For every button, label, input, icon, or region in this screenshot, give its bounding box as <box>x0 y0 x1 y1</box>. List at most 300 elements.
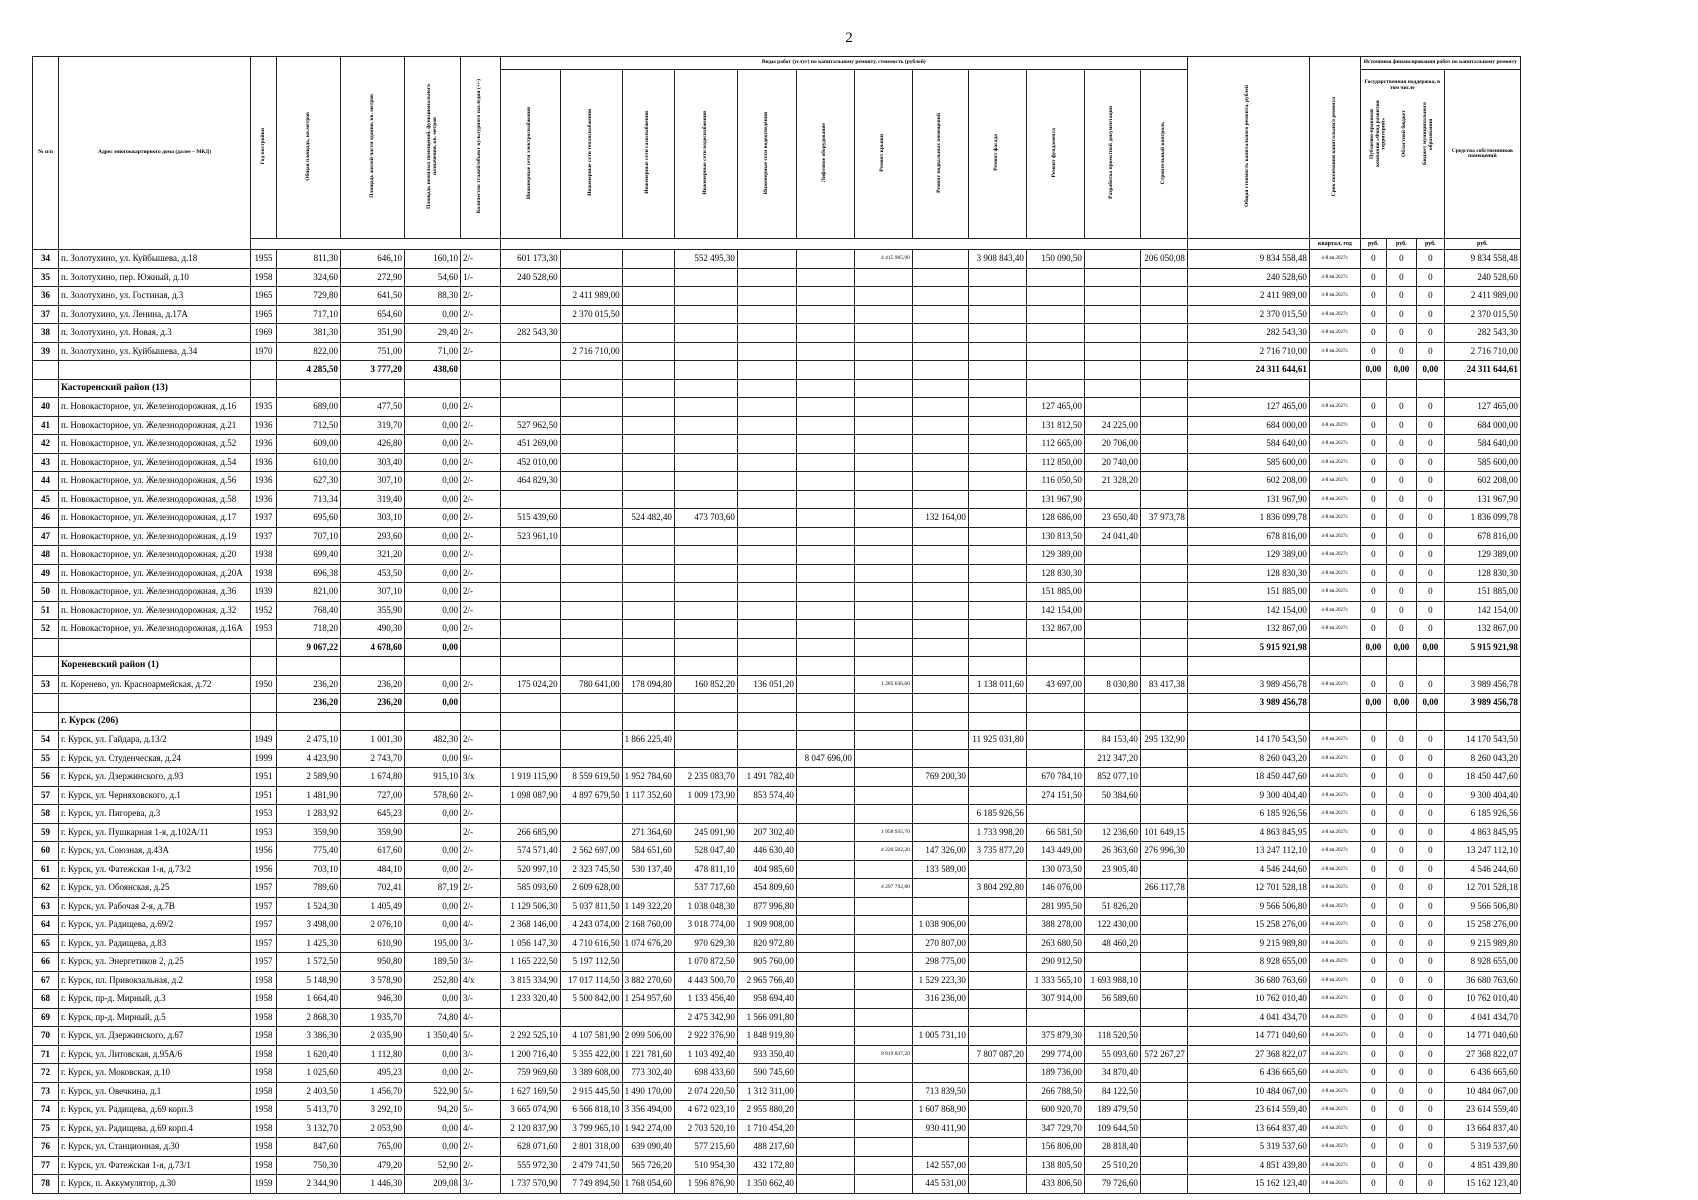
facade-cost-cell <box>968 287 1026 306</box>
control-cost-cell: 37 973,78 <box>1140 509 1187 528</box>
elevator-cost-cell <box>796 934 854 953</box>
gas-cost-cell <box>622 342 674 361</box>
total-area-cell: 4 423,90 <box>277 749 341 768</box>
basement-cost-cell <box>912 786 968 805</box>
municipal-budget-sum: 0,00 <box>1416 694 1444 713</box>
municipal-budget-cell: 0 <box>1416 305 1444 324</box>
total-area-cell: 821,00 <box>277 583 341 602</box>
owners-funds-cell: 14 170 543,50 <box>1444 731 1520 750</box>
table-row <box>33 453 1521 472</box>
gas-cost-cell: 1 117 352,60 <box>622 786 674 805</box>
total-cost-cell: 9 834 558,48 <box>1187 250 1309 269</box>
heat-cost-cell <box>560 749 622 768</box>
sewer-cost-cell <box>737 509 796 528</box>
heat-cost-cell <box>560 435 622 454</box>
municipal-budget-cell: 0 <box>1416 416 1444 435</box>
control-cost-cell <box>1140 749 1187 768</box>
gas-cost-cell <box>622 564 674 583</box>
row-number: 58 <box>33 805 59 824</box>
total-area-cell: 822,00 <box>277 342 341 361</box>
floors-cell: 2/- <box>461 601 501 620</box>
row-number: 78 <box>33 1175 59 1194</box>
floors-cell: 2/- <box>461 435 501 454</box>
foundation-cost-cell: 128 686,00 <box>1026 509 1084 528</box>
foundation-cost-cell: 388 278,00 <box>1026 916 1084 935</box>
heat-cost-cell <box>560 453 622 472</box>
control-cost-cell <box>1140 1175 1187 1194</box>
basement-cost-cell <box>912 1045 968 1064</box>
basement-cost-cell <box>912 749 968 768</box>
row-number: 68 <box>33 990 59 1009</box>
water-cost-cell: 2 235 083,70 <box>674 768 737 787</box>
year-cell: 1936 <box>251 435 277 454</box>
basement-cost-cell: 147 326,00 <box>912 842 968 861</box>
foundation-cost-cell <box>1026 342 1084 361</box>
floors-cell: 3/х <box>461 768 501 787</box>
sewer-cost-cell: 1 710 454,20 <box>737 1119 796 1138</box>
total-cost-cell: 282 543,30 <box>1187 324 1309 343</box>
owners-funds-cell: 684 000,00 <box>1444 416 1520 435</box>
gas-cost-cell: 1 490 170,00 <box>622 1082 674 1101</box>
sewer-cost-cell <box>737 472 796 491</box>
living-area-cell: 236,20 <box>341 675 405 694</box>
regional-budget-cell: 0 <box>1386 1156 1416 1175</box>
total-area-cell: 1 664,40 <box>277 990 341 1009</box>
owners-funds-cell: 4 851 439,80 <box>1444 1156 1520 1175</box>
municipal-budget-cell: 0 <box>1416 620 1444 639</box>
heat-cost-cell <box>560 472 622 491</box>
design-cost-cell: 852 077,10 <box>1084 768 1140 787</box>
electric-cost-cell: 1 627 169,50 <box>500 1082 560 1101</box>
year-cell: 1951 <box>251 768 277 787</box>
total-cost-cell: 14 771 040,60 <box>1187 1027 1309 1046</box>
basement-cost-cell <box>912 897 968 916</box>
heat-cost-cell: 2 915 445,50 <box>560 1082 622 1101</box>
deadline-cell: 4-й кв.2027г. <box>1309 398 1360 417</box>
facade-cost-cell <box>968 324 1026 343</box>
control-cost-cell <box>1140 1064 1187 1083</box>
owners-funds-cell: 2 370 015,50 <box>1444 305 1520 324</box>
living-area-cell: 950,80 <box>341 953 405 972</box>
living-area-cell: 2 053,90 <box>341 1119 405 1138</box>
municipal-budget-cell: 0 <box>1416 675 1444 694</box>
regional-budget-cell: 0 <box>1386 971 1416 990</box>
deadline-cell: 4-й кв.2027г. <box>1309 564 1360 583</box>
col-nonliving-area: Площадь нежилых помещений, функционального назначения, кв. метров <box>405 57 461 239</box>
row-number: 57 <box>33 786 59 805</box>
roof-cost-cell <box>854 490 912 509</box>
living-area-cell: 490,30 <box>341 620 405 639</box>
foundation-cost-cell: 138 805,50 <box>1026 1156 1084 1175</box>
total-cost-sum: 24 311 644,61 <box>1187 361 1309 380</box>
regional-budget-cell: 0 <box>1386 1119 1416 1138</box>
col-address: Адрес многоквартирного дома (далее – МКД) <box>59 57 251 250</box>
gas-cost-cell <box>622 1008 674 1027</box>
owners-funds-cell: 9 566 506,80 <box>1444 897 1520 916</box>
deadline-cell: 4-й кв.2027г. <box>1309 1101 1360 1120</box>
roof-cost-cell <box>854 1101 912 1120</box>
roof-cost-cell <box>854 342 912 361</box>
basement-cost-cell <box>912 675 968 694</box>
total-area-cell: 236,20 <box>277 675 341 694</box>
nonliving-area-cell: 94,20 <box>405 1101 461 1120</box>
gas-cost-cell: 1 768 054,60 <box>622 1175 674 1194</box>
facade-cost-cell <box>968 1119 1026 1138</box>
fund-cell: 0 <box>1360 842 1386 861</box>
sewer-cost-cell: 136 051,20 <box>737 675 796 694</box>
deadline-cell: 4-й кв.2027г. <box>1309 823 1360 842</box>
municipal-budget-cell: 0 <box>1416 472 1444 491</box>
foundation-cost-cell: 132 867,00 <box>1026 620 1084 639</box>
elevator-cost-cell <box>796 823 854 842</box>
total-area-cell: 811,30 <box>277 250 341 269</box>
fund-cell: 0 <box>1360 1138 1386 1157</box>
deadline-cell: 4-й кв.2027г. <box>1309 860 1360 879</box>
year-cell: 1958 <box>251 1101 277 1120</box>
design-cost-cell: 84 153,40 <box>1084 731 1140 750</box>
fund-cell: 0 <box>1360 509 1386 528</box>
owners-funds-sum: 24 311 644,61 <box>1444 361 1520 380</box>
municipal-budget-cell: 0 <box>1416 268 1444 287</box>
municipal-budget-cell: 0 <box>1416 1008 1444 1027</box>
fund-cell: 0 <box>1360 860 1386 879</box>
address-cell: п. Новокасторное, ул. Железнодорожная, д.56 <box>59 472 251 491</box>
regional-budget-cell: 0 <box>1386 416 1416 435</box>
owners-funds-cell: 4 546 244,60 <box>1444 860 1520 879</box>
living-area-cell: 946,30 <box>341 990 405 1009</box>
living-area-cell: 307,10 <box>341 472 405 491</box>
district-row <box>33 379 1521 398</box>
facade-cost-cell <box>968 564 1026 583</box>
owners-funds-cell: 602 208,00 <box>1444 472 1520 491</box>
deadline-cell: 4-й кв.2027г. <box>1309 527 1360 546</box>
living-area-cell: 355,90 <box>341 601 405 620</box>
fund-cell: 0 <box>1360 805 1386 824</box>
table-row <box>33 527 1521 546</box>
roof-cost-cell <box>854 1156 912 1175</box>
foundation-cost-cell: 130 073,50 <box>1026 860 1084 879</box>
fund-cell: 0 <box>1360 342 1386 361</box>
basement-cost-cell <box>912 472 968 491</box>
fund-cell: 0 <box>1360 1119 1386 1138</box>
basement-cost-cell: 713 839,50 <box>912 1082 968 1101</box>
heat-cost-cell: 2 801 318,00 <box>560 1138 622 1157</box>
address-cell: г. Курск, ул. Литовская, д.95А/6 <box>59 1045 251 1064</box>
foundation-cost-cell <box>1026 1008 1084 1027</box>
heat-cost-cell <box>560 583 622 602</box>
water-cost-cell: 1 038 048,30 <box>674 897 737 916</box>
year-cell: 1956 <box>251 842 277 861</box>
foundation-cost-cell: 189 736,00 <box>1026 1064 1084 1083</box>
electric-cost-cell: 464 829,30 <box>500 472 560 491</box>
table-row <box>33 601 1521 620</box>
row-number: 75 <box>33 1119 59 1138</box>
owners-funds-cell: 13 664 837,40 <box>1444 1119 1520 1138</box>
total-area-cell: 717,10 <box>277 305 341 324</box>
design-cost-cell: 212 347,20 <box>1084 749 1140 768</box>
regional-budget-cell: 0 <box>1386 324 1416 343</box>
row-number: 47 <box>33 527 59 546</box>
row-number: 56 <box>33 768 59 787</box>
fund-cell: 0 <box>1360 324 1386 343</box>
design-cost-cell: 24 041,40 <box>1084 527 1140 546</box>
foundation-cost-cell: 142 154,00 <box>1026 601 1084 620</box>
total-area-sum: 9 067,22 <box>277 638 341 657</box>
sewer-cost-cell: 877 996,80 <box>737 897 796 916</box>
roof-cost-cell <box>854 453 912 472</box>
table-row <box>33 823 1521 842</box>
page-number: 2 <box>845 30 853 46</box>
electric-cost-cell: 266 685,90 <box>500 823 560 842</box>
sewer-cost-cell: 1 350 662,40 <box>737 1175 796 1194</box>
floors-cell: 2/- <box>461 546 501 565</box>
floors-cell: 4/х <box>461 971 501 990</box>
municipal-budget-cell: 0 <box>1416 546 1444 565</box>
total-cost-cell: 128 830,30 <box>1187 564 1309 583</box>
heat-cost-cell: 17 017 114,50 <box>560 971 622 990</box>
electric-cost-cell: 1 737 570,90 <box>500 1175 560 1194</box>
elevator-cost-cell <box>796 490 854 509</box>
floors-cell: 2/- <box>461 453 501 472</box>
address-cell: п. Новокасторное, ул. Железнодорожная, д.21 <box>59 416 251 435</box>
gas-cost-cell: 1 866 225,40 <box>622 731 674 750</box>
sewer-cost-cell <box>737 527 796 546</box>
fund-sum: 0,00 <box>1360 638 1386 657</box>
owners-funds-cell: 1 836 099,78 <box>1444 509 1520 528</box>
municipal-budget-cell: 0 <box>1416 509 1444 528</box>
elevator-cost-cell <box>796 1156 854 1175</box>
table-row <box>33 490 1521 509</box>
capital-repair-table <box>32 56 1521 1194</box>
water-cost-cell <box>674 268 737 287</box>
floors-cell: 5/- <box>461 1082 501 1101</box>
municipal-budget-cell: 0 <box>1416 971 1444 990</box>
floors-cell: 2/- <box>461 490 501 509</box>
municipal-budget-cell: 0 <box>1416 786 1444 805</box>
fund-cell: 0 <box>1360 268 1386 287</box>
nonliving-area-cell: 0,00 <box>405 509 461 528</box>
elevator-cost-cell: 8 047 696,00 <box>796 749 854 768</box>
table-row <box>33 786 1521 805</box>
nonliving-area-cell: 0,00 <box>405 546 461 565</box>
regional-budget-cell: 0 <box>1386 342 1416 361</box>
electric-cost-cell: 282 543,30 <box>500 324 560 343</box>
control-cost-cell <box>1140 805 1187 824</box>
total-area-cell: 627,30 <box>277 472 341 491</box>
municipal-budget-sum: 0,00 <box>1416 638 1444 657</box>
water-cost-cell: 478 811,10 <box>674 860 737 879</box>
water-cost-cell <box>674 601 737 620</box>
foundation-cost-cell <box>1026 287 1084 306</box>
floors-cell: 2/- <box>461 583 501 602</box>
elevator-cost-cell <box>796 509 854 528</box>
water-cost-cell <box>674 398 737 417</box>
table-row <box>33 564 1521 583</box>
electric-cost-cell <box>500 731 560 750</box>
facade-cost-cell <box>968 490 1026 509</box>
address-cell: п. Новокасторное, ул. Железнодорожная, д.20 <box>59 546 251 565</box>
nonliving-area-cell: 74,80 <box>405 1008 461 1027</box>
design-cost-cell <box>1084 564 1140 583</box>
sewer-cost-cell <box>737 324 796 343</box>
elevator-cost-cell <box>796 583 854 602</box>
total-area-cell: 768,40 <box>277 601 341 620</box>
owners-funds-cell: 2 716 710,00 <box>1444 342 1520 361</box>
electric-cost-cell: 759 969,60 <box>500 1064 560 1083</box>
sewer-cost-cell: 446 630,40 <box>737 842 796 861</box>
elevator-cost-cell <box>796 1064 854 1083</box>
regional-budget-cell: 0 <box>1386 897 1416 916</box>
nonliving-area-cell: 87,19 <box>405 879 461 898</box>
living-area-cell: 2 035,90 <box>341 1027 405 1046</box>
nonliving-area-cell: 29,40 <box>405 324 461 343</box>
deadline-cell: 4-й кв.2027г. <box>1309 546 1360 565</box>
year-cell: 1936 <box>251 472 277 491</box>
facade-cost-cell <box>968 953 1026 972</box>
design-cost-cell: 8 030,80 <box>1084 675 1140 694</box>
foundation-cost-cell: 150 090,50 <box>1026 250 1084 269</box>
facade-cost-cell <box>968 916 1026 935</box>
fund-cell: 0 <box>1360 1008 1386 1027</box>
municipal-budget-cell: 0 <box>1416 583 1444 602</box>
municipal-budget-cell: 0 <box>1416 934 1444 953</box>
municipal-budget-cell: 0 <box>1416 453 1444 472</box>
municipal-budget-cell: 0 <box>1416 287 1444 306</box>
elevator-cost-cell <box>796 971 854 990</box>
electric-cost-cell <box>500 1008 560 1027</box>
sewer-cost-cell: 933 350,40 <box>737 1045 796 1064</box>
row-number: 39 <box>33 342 59 361</box>
sewer-cost-cell: 1 909 908,00 <box>737 916 796 935</box>
design-cost-cell: 28 818,40 <box>1084 1138 1140 1157</box>
nonliving-area-cell: 0,00 <box>405 897 461 916</box>
facade-cost-cell <box>968 1082 1026 1101</box>
control-cost-cell <box>1140 860 1187 879</box>
regional-budget-cell: 0 <box>1386 453 1416 472</box>
total-cost-cell: 15 162 123,40 <box>1187 1175 1309 1194</box>
foundation-cost-cell: 433 806,50 <box>1026 1175 1084 1194</box>
total-area-cell: 2 403,50 <box>277 1082 341 1101</box>
design-cost-cell: 26 363,60 <box>1084 842 1140 861</box>
heat-cost-cell <box>560 620 622 639</box>
gas-cost-cell: 1 942 274,00 <box>622 1119 674 1138</box>
owners-funds-cell: 15 162 123,40 <box>1444 1175 1520 1194</box>
foundation-cost-cell: 116 050,50 <box>1026 472 1084 491</box>
address-cell: г. Курск, ул. Пигорева, д.3 <box>59 805 251 824</box>
foundation-cost-cell <box>1026 731 1084 750</box>
living-area-cell: 479,20 <box>341 1156 405 1175</box>
owners-funds-cell: 282 543,30 <box>1444 324 1520 343</box>
basement-cost-cell <box>912 435 968 454</box>
owners-funds-cell: 132 867,00 <box>1444 620 1520 639</box>
facade-cost-cell <box>968 1156 1026 1175</box>
heat-cost-cell <box>560 1008 622 1027</box>
owners-funds-cell: 12 701 528,18 <box>1444 879 1520 898</box>
year-cell: 1969 <box>251 324 277 343</box>
table-row <box>33 416 1521 435</box>
living-area-cell: 272,90 <box>341 268 405 287</box>
address-cell: г. Курск, ул. Черняховского, д.1 <box>59 786 251 805</box>
municipal-budget-cell: 0 <box>1416 250 1444 269</box>
roof-cost-cell <box>854 860 912 879</box>
owners-funds-cell: 131 967,90 <box>1444 490 1520 509</box>
water-cost-cell: 1 103 492,40 <box>674 1045 737 1064</box>
nonliving-area-cell: 88,30 <box>405 287 461 306</box>
control-cost-cell <box>1140 1138 1187 1157</box>
owners-funds-cell: 10 484 067,00 <box>1444 1082 1520 1101</box>
floors-cell: 3/- <box>461 1045 501 1064</box>
heat-cost-cell: 2 562 697,00 <box>560 842 622 861</box>
col-total-area: Общая площадь, кв.метров <box>277 57 341 239</box>
living-area-cell: 702,41 <box>341 879 405 898</box>
basement-cost-cell: 142 557,00 <box>912 1156 968 1175</box>
water-cost-cell: 1 009 173,90 <box>674 786 737 805</box>
table-row <box>33 342 1521 361</box>
foundation-cost-cell: 66 581,50 <box>1026 823 1084 842</box>
municipal-budget-cell: 0 <box>1416 398 1444 417</box>
sewer-cost-cell: 958 694,40 <box>737 990 796 1009</box>
regional-budget-cell: 0 <box>1386 805 1416 824</box>
table-row <box>33 398 1521 417</box>
total-area-cell: 1 620,40 <box>277 1045 341 1064</box>
total-cost-cell: 129 389,00 <box>1187 546 1309 565</box>
total-cost-cell: 18 450 447,60 <box>1187 768 1309 787</box>
floors-cell: 2/- <box>461 786 501 805</box>
control-cost-cell <box>1140 620 1187 639</box>
gas-cost-cell: 1 149 322,20 <box>622 897 674 916</box>
basement-cost-cell <box>912 1064 968 1083</box>
electric-cost-cell <box>500 398 560 417</box>
year-cell: 1950 <box>251 675 277 694</box>
owners-funds-cell: 13 247 112,10 <box>1444 842 1520 861</box>
electric-cost-cell: 555 972,30 <box>500 1156 560 1175</box>
sewer-cost-cell: 2 955 880,20 <box>737 1101 796 1120</box>
year-cell: 1953 <box>251 823 277 842</box>
deadline-cell: 4-й кв.2027г. <box>1309 268 1360 287</box>
address-cell: г. Курск, ул. Рабочая 2-я, д.7В <box>59 897 251 916</box>
owners-funds-cell: 240 528,60 <box>1444 268 1520 287</box>
gas-cost-cell <box>622 620 674 639</box>
roof-cost-cell <box>854 749 912 768</box>
total-area-cell: 324,60 <box>277 268 341 287</box>
gas-cost-cell <box>622 953 674 972</box>
unit-rub: руб. <box>1416 239 1444 250</box>
regional-budget-cell: 0 <box>1386 398 1416 417</box>
table-row <box>33 1175 1521 1194</box>
facade-cost-cell: 3 735 877,20 <box>968 842 1026 861</box>
fund-cell: 0 <box>1360 731 1386 750</box>
design-cost-cell: 25 510,20 <box>1084 1156 1140 1175</box>
col-regional: Областной бюджет <box>1401 110 1408 158</box>
fund-cell: 0 <box>1360 675 1386 694</box>
design-cost-cell: 51 826,20 <box>1084 897 1140 916</box>
living-area-cell: 307,10 <box>341 583 405 602</box>
address-cell: п. Золотухино, пер. Южный, д.10 <box>59 268 251 287</box>
elevator-cost-cell <box>796 1082 854 1101</box>
row-number: 37 <box>33 305 59 324</box>
heat-cost-cell <box>560 546 622 565</box>
living-area-cell: 727,00 <box>341 786 405 805</box>
living-area-cell: 477,50 <box>341 398 405 417</box>
col-foundation: Ремонт фундамента <box>1026 70 1084 239</box>
row-number: 35 <box>33 268 59 287</box>
unit-rub: руб. <box>1386 239 1416 250</box>
foundation-cost-cell: 600 920,70 <box>1026 1101 1084 1120</box>
sewer-cost-cell <box>737 435 796 454</box>
table-row <box>33 250 1521 269</box>
electric-cost-cell: 515 439,60 <box>500 509 560 528</box>
basement-cost-cell <box>912 268 968 287</box>
